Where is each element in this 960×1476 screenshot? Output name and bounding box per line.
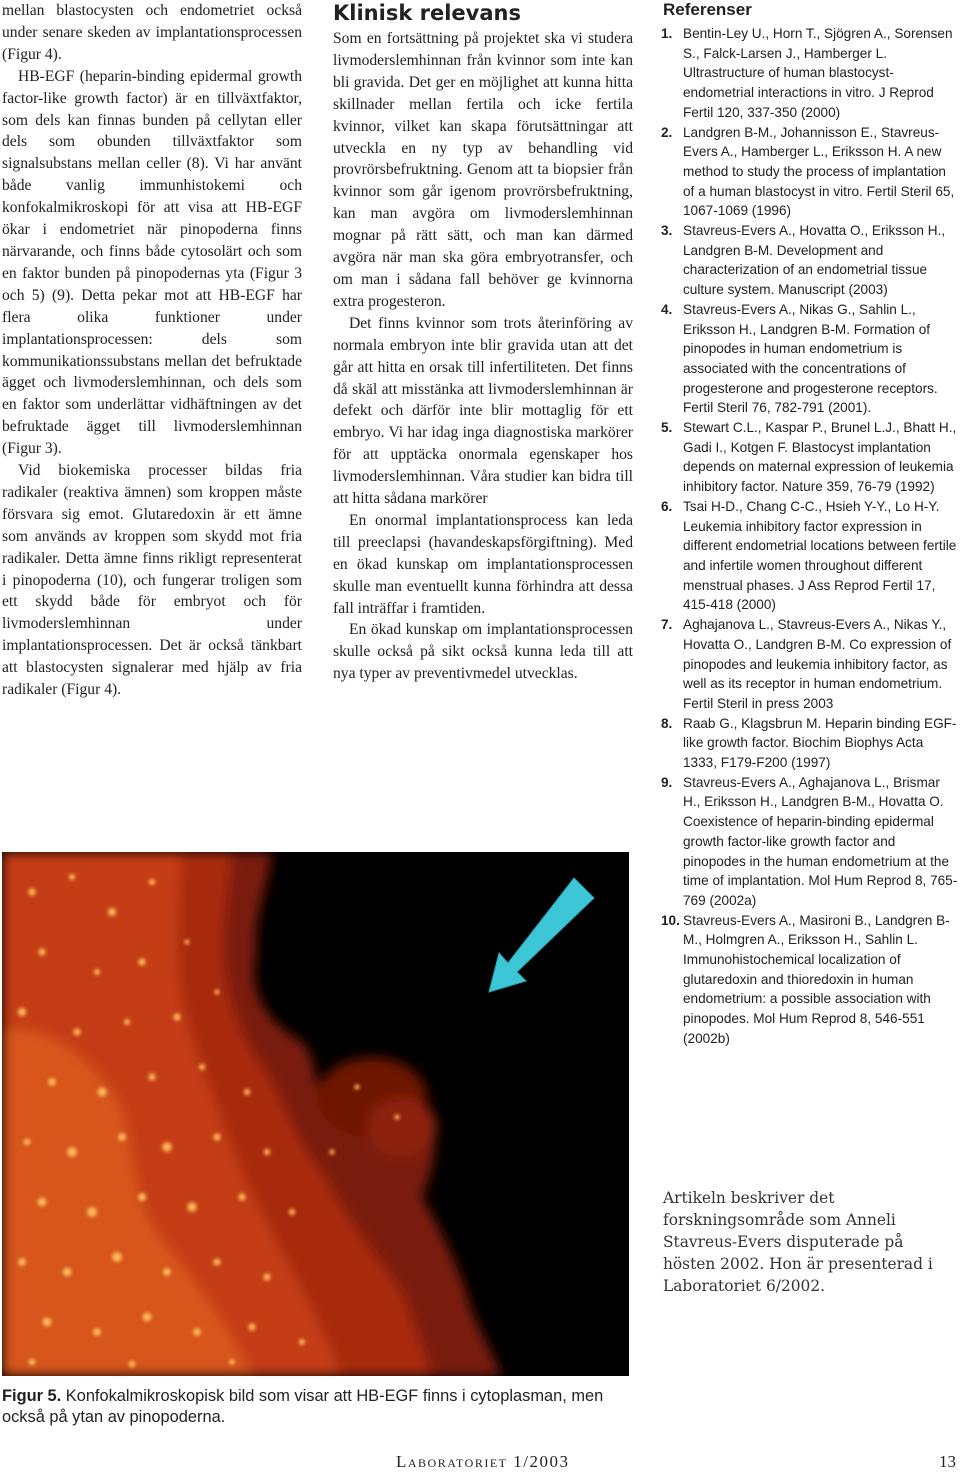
reference-number: 3. bbox=[661, 223, 673, 239]
reference-number: 2. bbox=[661, 124, 673, 140]
micrograph-image bbox=[2, 852, 629, 1376]
reference-text: Aghajanova L., Stavreus-Evers A., Nikas Y., Hovatta O., Landgren B-M. Co expression of pinopodes and leukemia inhibitory factor, as well as its receptor in human endometrium. Fertil Steril in press 2003 bbox=[683, 617, 952, 711]
reference-number: 4. bbox=[661, 301, 673, 317]
reference-item bbox=[663, 418, 959, 497]
reference-item bbox=[663, 497, 959, 615]
reference-text: Stavreus-Evers A., Nikas G., Sahlin L., Eriksson H., Landgren B-M. Formation of pinopodes in human endometrium is associated with the concentrations of progesterone and progesterone receptors. Fertil Steril 76, 782-791 (2001). bbox=[683, 301, 938, 416]
references-heading: Referenser bbox=[663, 0, 752, 19]
reference-text: Landgren B-M., Johannisson E., Stavreus-Evers A., Hamberger L., Eriksson H. A new method to study the process of implantation of a human blastocyst in vitro. Fertil Steril 65, 1067-1069 (1996) bbox=[683, 124, 955, 219]
reference-number: 8. bbox=[661, 715, 673, 731]
reference-number: 6. bbox=[661, 498, 673, 514]
confocal-micrograph bbox=[2, 852, 629, 1376]
reference-item bbox=[663, 911, 959, 1049]
paragraph: Det finns kvinnor som trots återinföring av normala embryon inte blir gravida utan att det går att hitta en orsak till infertiliteten. Det finns då skäl att misstänka att livmoderslemhinnan är defekt och därför inte blir mottaglig för ett embryo. Vi har idag inga diagnostiska markörer för att upptäcka onormala egenskaper hos livmoderslemhinnan. Våra studier kan bidra till att hitta sådana markörer bbox=[333, 314, 633, 508]
reference-item bbox=[663, 615, 959, 714]
reference-item bbox=[663, 123, 959, 222]
reference-number: 5. bbox=[661, 420, 673, 436]
page-number: 13 bbox=[939, 1452, 956, 1471]
figure-caption-text: Konfokalmikroskopisk bild som visar att HB-EGF finns i cytoplasman, men också på ytan av pinopoderna. bbox=[2, 1387, 604, 1426]
reference-text: Stavreus-Evers A., Hovatta O., Eriksson H., Landgren B-M. Development and characterization of an endometrial tissue culture system. Manuscript (2003) bbox=[683, 223, 946, 298]
reference-text: Stavreus-Evers A., Aghajanova L., Brismar H., Eriksson H., Landgren B-M., Hovatta O. Coexistence of heparin-binding epidermal growth factor-like growth factor and pinopodes in the human endometrium at the time of implantation. Mol Hum Reprod 8, 765-769 (2002a) bbox=[683, 774, 958, 908]
reference-text: Stavreus-Evers A., Masironi B., Landgren B-M., Holmgren A., Eriksson H., Sahlin L. Immunohistochemical localization of glutaredoxin and thioredoxin in human endometrium: a possible association with pinopodes. Mol Hum Reprod 8, 546-551 (2002b) bbox=[683, 912, 950, 1046]
reference-item bbox=[663, 773, 959, 911]
reference-item bbox=[663, 714, 959, 773]
paragraph: HB-EGF (heparin-binding epidermal growth factor-like growth factor) är en tillväxtfaktor, som dels kan finnas bunden på cellytan eller dels som obunden tillväxtfaktor som signalsubstans mellan celler (8). Vi har använt både vanlig immunhistokemi och konfokalmikroskopi för att visa att HB-EGF ökar i endometriet när pinopoderna finns närvarande, och finns både cytosolärt och som en faktor bunden på pinopodernas yta (Figur 3 och 5) (9). Detta pekar mot att HB-EGF har flera olika funktioner under implantationsprocessen: dels som kommunikationssubstans mellan det befruktade ägget och livmoderslemhinnan, och dels som en faktor som underlättar vidhäftningen av det befruktade ägget till livmoderslemhinnan (Figur 3). bbox=[2, 67, 302, 458]
reference-item bbox=[663, 300, 959, 418]
reference-text: Raab G., Klagsbrun M. Heparin binding EGF-like growth factor. Biochim Biophys Acta 1333, F179-F200 (1997) bbox=[683, 715, 957, 771]
paragraph: mellan blastocysten och endometriet också under senare skeden av implantationsprocessen (Figur 4). bbox=[2, 2, 302, 63]
reference-text: Bentin-Ley U., Horn T., Sjögren A., Sorensen S., Falck-Larsen J., Hamberger L. Ultrastructure of human blastocyst-endometrial interactions in vitro. J Reprod Fertil 120, 337-350 (2000) bbox=[683, 26, 953, 120]
reference-text: Stewart C.L., Kaspar P., Brunel L.J., Bhatt H., Gadi I., Kotgen F. Blastocyst implantation depends on maternal expression of leukemia inhibitory factor. Nature 359, 76-79 (1992) bbox=[683, 420, 957, 495]
reference-number: 7. bbox=[661, 617, 673, 633]
body-column-2 bbox=[333, 0, 633, 685]
figure-label: Figur 5. bbox=[2, 1387, 62, 1405]
reference-item bbox=[663, 24, 959, 123]
author-note: Artikeln beskriver det forskningsområde som Anneli Stavreus-Evers disputerade på hösten 2002. Hon är presenterad i Laboratoriet 6/2002. bbox=[663, 1189, 933, 1295]
footer-journal-name: Laboratoriet 1/2003 bbox=[396, 1452, 570, 1471]
reference-item bbox=[663, 221, 959, 300]
section-heading: Klinisk relevans bbox=[333, 1, 521, 25]
reference-list bbox=[663, 24, 959, 1049]
reference-number: 9. bbox=[661, 774, 673, 790]
paragraph: Vid biokemiska processer bildas fria radikaler (reaktiva ämnen) som kroppen måste försvara sig emot. Glutaredoxin är ett ämne som används av kroppen som skydd mot fria radikaler. Detta ämne finns rikligt representerat i pinopoderna (10), och fungerar troligen som ett skydd både för embryot och för livmoderslemhinnan under implantationsprocessen. Det är också tänkbart att blastocysten signalerar med hjälp av fria radikaler (Figur 4). bbox=[2, 462, 302, 699]
paragraph: En onormal implantationsprocess kan leda till preeclapsi (havandeskapsförgiftning). Med en ökad kunskap om implantationsprocessen skulle man eventuellt kunna förhindra att dessa fall inträffar i framtiden. bbox=[333, 511, 633, 617]
figure-caption bbox=[2, 1386, 642, 1428]
paragraph: Som en fortsättning på projektet ska vi studera livmoderslemhinnan från kvinnor som inte kan bli gravida. Det ger en möjlighet att kunna hitta skillnader mellan fertila och icke fertila kvinnor, vilket kan skapa förutsättningar att utveckla en ny typ av behandling vid provrörsbefruktning. Genom att ta biopsier från kvinnor som går igenom provrörsbefruktning, kan man avgöra om livmoderslemhinnan mognar på rätt sätt, och man kan därmed avgöra när man ska göra embryotransfer, och om man i sådana fall behöver ge kvinnorna extra progesteron. bbox=[333, 30, 633, 310]
reference-text: Tsai H-D., Chang C-C., Hsieh Y-Y., Lo H-Y. Leukemia inhibitory factor expression in different endometrial locations between fertile and infertile women throughout different menstrual phases. J Ass Reprod Fertil 17, 415-418 (2000) bbox=[683, 498, 957, 613]
reference-number: 1. bbox=[661, 26, 673, 41]
body-column-1 bbox=[2, 0, 302, 701]
paragraph: En ökad kunskap om implantationsprocessen skulle också på sikt också kunna leda till att nya typer av preventivmedel utvecklas. bbox=[333, 621, 633, 683]
reference-number: 10. bbox=[661, 912, 680, 928]
references-column bbox=[663, 0, 959, 1049]
